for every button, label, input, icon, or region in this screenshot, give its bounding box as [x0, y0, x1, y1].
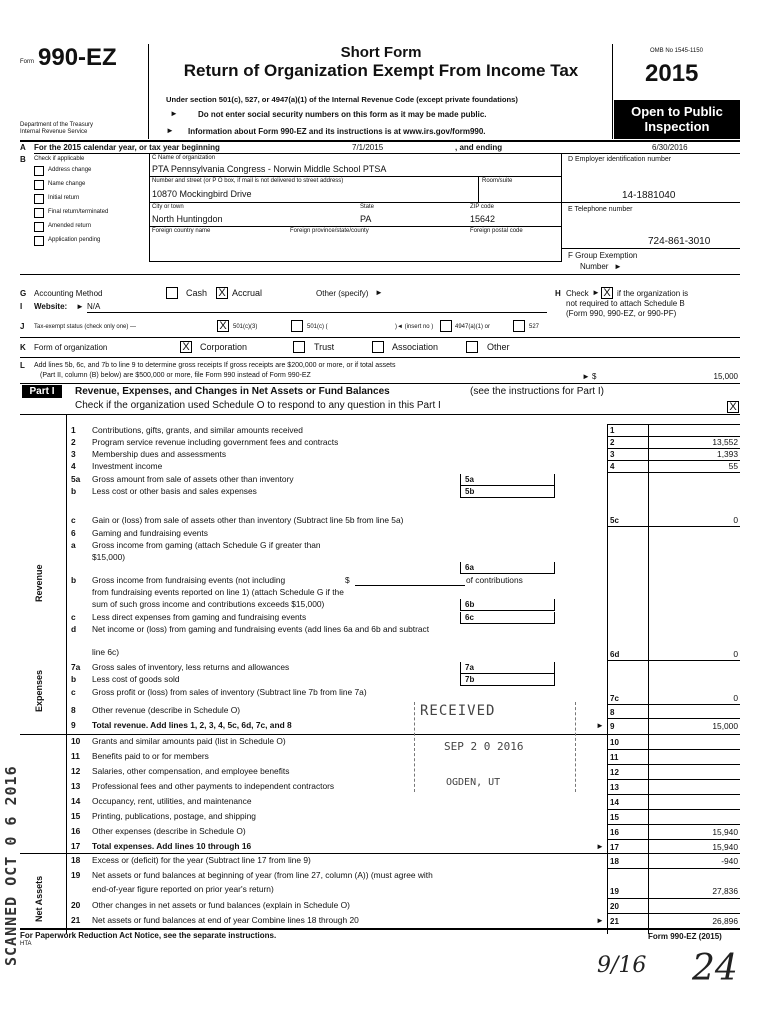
line-19-amount[interactable]: 27,836 — [712, 886, 738, 896]
title-return: Return of Organization Exempt From Income Tax — [183, 61, 579, 80]
527-checkbox[interactable] — [513, 320, 525, 332]
tax-year-label: For the 2015 calendar year, or tax year beginning — [34, 143, 220, 152]
l-line1: Add lines 5b, 6c, and 7b to line 9 to determine gross receipts If gross receipts are $200,000 or more, or if total assets — [34, 362, 396, 369]
line-10-amount[interactable] — [650, 737, 738, 748]
line-number: 8 — [71, 705, 76, 715]
line-number: 9 — [71, 720, 76, 730]
line-6a-desc: Gross income from gaming (attach Schedule G if greater than — [92, 540, 321, 550]
line-21-amount[interactable]: 26,896 — [712, 916, 738, 926]
name-change-label: Name change — [48, 181, 86, 187]
line-13-label: 13 — [610, 783, 619, 792]
part1-schedule-o-line: Check if the organization used Schedule O to respond to any question in this Part I — [75, 400, 441, 411]
address-change-label: Address change — [48, 167, 92, 173]
line-14-desc: Occupancy, rent, utilities, and maintenance — [92, 796, 252, 806]
line-number: b — [71, 674, 77, 684]
line-number: 11 — [71, 751, 80, 761]
line-4-label: 4 — [610, 462, 615, 471]
title-short-form: Short Form — [340, 44, 422, 61]
line-17-label: 17 — [610, 843, 619, 852]
group-exemption-number-label: Number — [580, 262, 609, 271]
state-label: State — [360, 204, 375, 210]
arrow-icon: ► — [592, 288, 600, 297]
form-number: 990-EZ — [38, 44, 117, 71]
line-number: c — [71, 612, 76, 622]
cash-label: Cash — [186, 288, 208, 298]
omb-number: OMB No 1545-1150 — [650, 48, 703, 54]
line-number: 15 — [71, 811, 81, 821]
insert-no-label: )◄ (insert no ) — [395, 324, 434, 330]
line-7a-label: 7a — [465, 663, 474, 672]
line-19-desc: Net assets or fund balances at beginning of year (from line 27, column (A)) (must agree with — [92, 870, 433, 880]
line-1-amount[interactable] — [650, 425, 738, 436]
line-19-label: 19 — [610, 887, 619, 896]
part1-title-note: (see the instructions for Part I) — [470, 386, 604, 397]
line-12-amount[interactable] — [650, 767, 738, 778]
line-2-amount[interactable]: 13,552 — [712, 437, 738, 447]
form-reference: Form 990-EZ (2015) — [648, 932, 722, 941]
line-12-desc: Salaries, other compensation, and employee benefits — [92, 766, 290, 776]
amended-return-label: Amended return — [48, 223, 92, 229]
expenses-side-label: Expenses — [34, 669, 44, 712]
amended-return-checkbox[interactable] — [34, 222, 44, 232]
line-21-label: 21 — [610, 917, 619, 926]
line-7c-desc: Gross profit or (loss) from sales of inventory (Subtract line 7b from line 7a) — [92, 687, 367, 697]
line-14-amount[interactable] — [650, 797, 738, 808]
line-21-desc: Net assets or fund balances at end of year Combine lines 18 through 20 — [92, 915, 359, 925]
arrow-icon: ► — [375, 288, 383, 297]
address-change-checkbox[interactable] — [34, 166, 44, 176]
info-note: Information about Form 990-EZ and its instructions is at www.irs.gov/form990. — [188, 127, 486, 136]
line-15-amount[interactable] — [650, 812, 738, 823]
line-number: c — [71, 515, 76, 525]
line-number: 17 — [71, 841, 81, 851]
accrual-checkbox[interactable]: X — [216, 287, 228, 299]
net-assets-side-label: Net Assets — [34, 875, 44, 922]
line-15-label: 15 — [610, 813, 619, 822]
accounting-method-label: Accounting Method — [34, 289, 103, 298]
h-if-org-label: if the organization is — [617, 289, 689, 298]
line-16-label: 16 — [610, 828, 619, 837]
schedule-b-checkbox[interactable]: X — [601, 287, 613, 299]
line-18-desc: Excess or (deficit) for the year (Subtract line 17 from line 9) — [92, 855, 311, 865]
line-6a-input[interactable] — [460, 562, 555, 574]
ein[interactable]: 14-1881040 — [622, 190, 676, 201]
trust-checkbox[interactable] — [293, 341, 305, 353]
line-6b-dollar: $ — [345, 575, 350, 585]
l-line2: (Part II, column (B) below) are $500,000 or more, file Form 990 instead of Form 990-EZ — [40, 372, 311, 379]
received-date-stamp: SEP 2 0 2016 — [444, 740, 524, 753]
phone[interactable]: 724-861-3010 — [648, 236, 711, 247]
line-number: 2 — [71, 437, 76, 447]
line-6b-desc-3: sum of such gross income and contributions exceeds $15,000) — [92, 599, 325, 609]
association-checkbox[interactable] — [372, 341, 384, 353]
name-change-checkbox[interactable] — [34, 180, 44, 190]
line-17-amount[interactable]: 15,940 — [712, 842, 738, 852]
other-org-label: Other — [487, 342, 510, 352]
line-6a-label: 6a — [465, 563, 474, 572]
hta-label: HTA — [20, 941, 32, 947]
zip[interactable]: 15642 — [470, 214, 496, 224]
gross-receipts[interactable]: 15,000 — [713, 372, 738, 381]
arrow-icon: ► — [166, 126, 174, 135]
line-number: 14 — [71, 796, 81, 806]
line-number: 4 — [71, 461, 76, 471]
line-number: 20 — [71, 900, 81, 910]
h-check-label: Check — [566, 289, 589, 298]
line-2-desc: Program service revenue including government fees and contracts — [92, 437, 339, 447]
initial-return-label: Initial return — [48, 195, 80, 201]
final-return-label: Final return/terminated — [48, 209, 109, 215]
4947-checkbox[interactable] — [440, 320, 452, 332]
street-address[interactable]: 10870 Mockingbird Drive — [152, 189, 252, 199]
line-5c-amount[interactable]: 0 — [733, 515, 738, 525]
501c3-label: 501(c)(3) — [233, 324, 258, 330]
line-number: 1 — [71, 425, 76, 435]
line-5b-desc: Less cost or other basis and sales expenses — [92, 486, 257, 496]
501c-checkbox[interactable] — [291, 320, 303, 332]
line-6a-desc-2: $15,000) — [92, 552, 126, 562]
line-number: 3 — [71, 449, 76, 459]
line-number: b — [71, 486, 77, 496]
city-label: City or town — [152, 204, 184, 210]
line-11-desc: Benefits paid to or for members — [92, 751, 209, 761]
tax-year: 2015 — [645, 60, 699, 87]
group-exemption-label: F Group Exemption — [568, 251, 638, 260]
line-6-desc: Gaming and fundraising events — [92, 528, 208, 538]
line-20-desc: Other changes in net assets or fund balances (explain in Schedule O) — [92, 900, 350, 910]
tax-exempt-label: Tax-exempt status (check only one) — — [34, 324, 137, 330]
line-3-desc: Membership dues and assessments — [92, 449, 227, 459]
line-number: 16 — [71, 826, 81, 836]
city[interactable]: North Huntingdon — [152, 214, 223, 224]
website-value[interactable]: N/A — [87, 302, 101, 311]
line-4-desc: Investment income — [92, 461, 163, 471]
open-to-public-badge: Open to Public Inspection — [614, 100, 740, 139]
foreign-postal-label: Foreign postal code — [470, 228, 523, 234]
line-12-label: 12 — [610, 768, 619, 777]
line-8-amount[interactable] — [650, 707, 738, 718]
line-1-label: 1 — [610, 426, 615, 435]
line-6d-desc: Net income or (loss) from gaming and fundraising events (add lines 6a and 6b and subtract — [92, 624, 430, 634]
line-5a-desc: Gross amount from sale of assets other than inventory — [92, 474, 294, 484]
other-specify-label: Other (specify) — [316, 289, 369, 298]
line-6b-desc: Gross income from fundraising events (not including — [92, 575, 286, 585]
line-number: 21 — [71, 915, 81, 925]
line-7a-input[interactable] — [460, 662, 555, 674]
line-20-amount[interactable] — [650, 901, 738, 912]
line-number: 18 — [71, 855, 81, 865]
line-6d-label: 6d — [610, 650, 620, 659]
tax-year-begin: 7/1/2015 — [352, 143, 384, 152]
line-6c-label: 6c — [465, 613, 474, 622]
arrow-icon: ► — [596, 916, 604, 925]
org-name-label: C Name of organization — [152, 155, 216, 161]
arrow-icon: ► — [614, 262, 622, 271]
cash-checkbox[interactable] — [166, 287, 178, 299]
dept-line1: Department of the Treasury — [20, 122, 94, 128]
line-number: 6 — [71, 528, 76, 538]
other-org-checkbox[interactable] — [466, 341, 478, 353]
street-label: Number and street (or P O box, if mail is not delivered to street address) — [152, 178, 344, 184]
line-10-desc: Grants and similar amounts paid (list in Schedule O) — [92, 736, 286, 746]
schedule-o-checkbox[interactable]: X — [727, 401, 739, 413]
and-ending-label: , and ending — [455, 143, 503, 152]
line-5a-input[interactable] — [460, 474, 555, 486]
arrow-icon: ► — [596, 721, 604, 730]
line-20-label: 20 — [610, 902, 619, 911]
line-8-label: 8 — [610, 708, 615, 717]
line-4-amount[interactable]: 55 — [728, 461, 738, 471]
line-6d-desc-2: line 6c) — [92, 647, 119, 657]
line-18-amount[interactable]: -940 — [721, 856, 738, 866]
4947-label: 4947(a)(1) or — [455, 324, 491, 330]
line-7c-amount[interactable]: 0 — [733, 693, 738, 703]
initial-return-checkbox[interactable] — [34, 194, 44, 204]
line-6b-desc-2: from fundraising events reported on line 1) (attach Schedule G if the — [92, 587, 344, 597]
form-label: Form — [20, 59, 34, 65]
line-9-amount[interactable]: 15,000 — [712, 721, 738, 731]
line-number: 12 — [71, 766, 81, 776]
line-number: 5a — [71, 474, 81, 484]
handwritten-note-1: 9/16 — [597, 953, 647, 978]
h-not-required-label: not required to attach Schedule B — [566, 299, 685, 308]
line-number: 7a — [71, 662, 81, 672]
website-label: Website: — [34, 302, 68, 311]
527-label: 527 — [529, 324, 540, 330]
line-7b-label: 7b — [465, 675, 475, 684]
line-13-amount[interactable] — [650, 782, 738, 793]
phone-label: E Telephone number — [568, 206, 633, 213]
line-6c-input[interactable] — [460, 612, 555, 624]
line-1-desc: Contributions, gifts, grants, and similar amounts received — [92, 425, 303, 435]
line-9-desc: Total revenue. Add lines 1, 2, 3, 4, 5c, 6d, 7c, and 8 — [92, 720, 292, 730]
final-return-checkbox[interactable] — [34, 208, 44, 218]
line-10-label: 10 — [610, 738, 619, 747]
arrow-icon: ► — [596, 842, 604, 851]
line-6b-input[interactable] — [460, 599, 555, 611]
line-16-amount[interactable]: 15,940 — [712, 827, 738, 837]
part1-title: Revenue, Expenses, and Changes in Net Assets or Fund Balances — [75, 386, 390, 397]
l-dollar: $ — [592, 372, 597, 381]
foreign-country-label: Foreign country name — [152, 228, 211, 234]
state[interactable]: PA — [360, 214, 372, 224]
application-pending-checkbox[interactable] — [34, 236, 44, 246]
line-9-label: 9 — [610, 722, 615, 731]
line-number: 10 — [71, 736, 81, 746]
under-section: Under section 501(c), 527, or 4947(a)(1) of the Internal Revenue Code (except private foundations) — [166, 95, 518, 104]
line-number: 13 — [71, 781, 81, 791]
line-5a-label: 5a — [465, 475, 474, 484]
h-forms-label: (Form 990, 990-EZ, or 990-PF) — [566, 309, 677, 318]
paperwork-notice: For Paperwork Reduction Act Notice, see the separate instructions. — [20, 931, 277, 940]
line-5b-label: 5b — [465, 487, 475, 496]
corporation-label: Corporation — [200, 342, 248, 352]
line-13-desc: Professional fees and other payments to independent contractors — [92, 781, 335, 791]
line-17-desc: Total expenses. Add lines 10 through 16 — [92, 841, 252, 851]
zip-label: ZIP code — [470, 204, 494, 210]
line-number: d — [71, 624, 77, 634]
line-7b-desc: Less cost of goods sold — [92, 674, 180, 684]
line-15-desc: Printing, publications, postage, and shipping — [92, 811, 256, 821]
foreign-province-label: Foreign province/state/county — [290, 228, 369, 234]
line-5c-label: 5c — [610, 516, 619, 525]
scanned-stamp: SCANNED OCT 0 6 2016 — [2, 765, 20, 966]
line-3-amount[interactable]: 1,393 — [717, 449, 738, 459]
ogden-stamp: OGDEN, UT — [446, 777, 501, 788]
dept-line2: Internal Revenue Service — [20, 129, 88, 135]
501c3-checkbox[interactable]: X — [217, 320, 229, 332]
no-ssn-note: Do not enter social security numbers on this form as it may be made public. — [198, 110, 487, 119]
line-3-label: 3 — [610, 450, 615, 459]
line-6d-amount[interactable]: 0 — [733, 649, 738, 659]
corporation-checkbox[interactable]: X — [180, 341, 192, 353]
arrow-icon: ► — [76, 302, 84, 311]
line-7a-desc: Gross sales of inventory, less returns and allowances — [92, 662, 290, 672]
revenue-side-label: Revenue — [34, 564, 44, 602]
form-of-org-label: Form of organization — [34, 343, 108, 352]
line-2-label: 2 — [610, 438, 615, 447]
line-11-amount[interactable] — [650, 752, 738, 763]
line-7c-label: 7c — [610, 694, 619, 703]
line-6c-desc: Less direct expenses from gaming and fundraising events — [92, 612, 307, 622]
line-number: a — [71, 540, 76, 550]
accrual-label: Accrual — [232, 288, 263, 298]
room-suite-label: Room/suite — [482, 178, 513, 184]
ein-label: D Employer identification number — [568, 156, 672, 163]
trust-label: Trust — [314, 342, 335, 352]
part1-tag: Part I — [22, 385, 62, 398]
line-number: b — [71, 575, 77, 585]
line-6b-of-contributions: of contributions — [466, 575, 523, 585]
line-6b-label: 6b — [465, 600, 475, 609]
association-label: Association — [392, 342, 439, 352]
line-5c-desc: Gain or (loss) from sale of assets other than inventory (Subtract line 5b from line 5a) — [92, 515, 404, 525]
arrow-icon: ► — [170, 109, 178, 118]
org-name[interactable]: PTA Pennsylvania Congress - Norwin Middle School PTSA — [152, 164, 387, 174]
handwritten-note-2: 24 — [692, 948, 738, 989]
501c-label: 501(c) ( — [307, 324, 328, 330]
line-number: c — [71, 687, 76, 697]
line-number: 19 — [71, 870, 81, 880]
line-16-desc: Other expenses (describe in Schedule O) — [92, 826, 246, 836]
line-5b-input[interactable] — [460, 486, 555, 498]
arrow-icon: ► — [582, 372, 590, 381]
check-if-title: Check if applicable — [34, 156, 85, 162]
tax-year-end: 6/30/2016 — [652, 143, 688, 152]
line-11-label: 11 — [610, 753, 619, 762]
line-7b-input[interactable] — [460, 674, 555, 686]
line-8-desc: Other revenue (describe in Schedule O) — [92, 705, 241, 715]
application-pending-label: Application pending — [48, 237, 101, 243]
line-14-label: 14 — [610, 798, 619, 807]
line-18-label: 18 — [610, 857, 619, 866]
received-stamp: RECEIVED — [420, 703, 496, 719]
line-19-desc-2: end-of-year figure reported on prior year's return) — [92, 884, 274, 894]
